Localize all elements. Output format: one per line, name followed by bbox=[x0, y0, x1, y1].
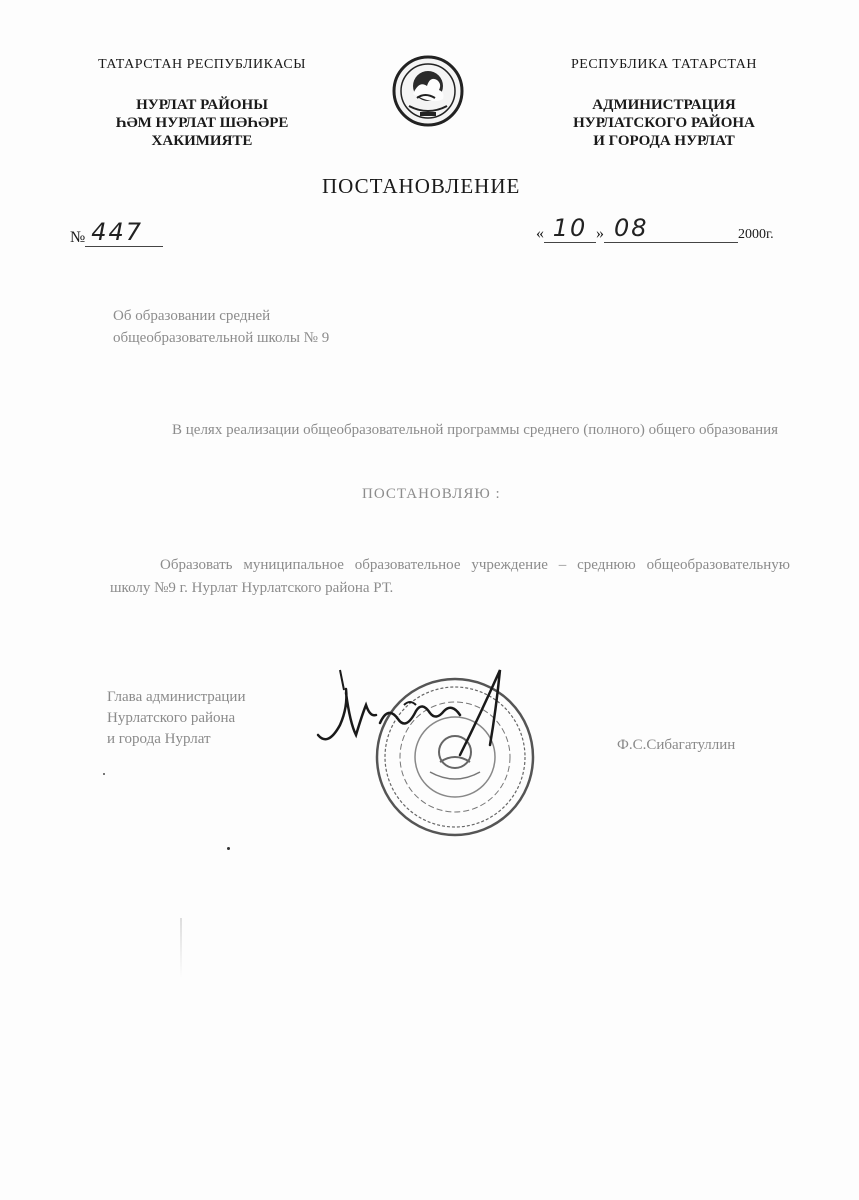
decree-paragraph: Образовать муниципальное образовательное учреждение – среднюю общеобразовательную школу №9 г. Нурлат Нурлатского района РТ. bbox=[110, 557, 790, 596]
header-right-line-1: АДМИНИСТРАЦИЯ bbox=[592, 97, 736, 113]
tatarstan-emblem-icon bbox=[389, 54, 467, 128]
date-year: 2000 bbox=[738, 227, 766, 242]
header-left-republic: ТАТАРСТАН РЕСПУБЛИКАСЫ bbox=[98, 57, 306, 72]
position-line-3: и города Нурлат bbox=[107, 731, 211, 747]
header-left-line-2: ҺӘМ НУРЛАТ ШӘҺӘРЕ bbox=[115, 115, 289, 131]
date-day: 10 bbox=[544, 214, 596, 243]
decree-word: ПОСТАНОВЛЯЮ : bbox=[362, 486, 501, 502]
header-right-line-2: НУРЛАТСКОГО РАЙОНА bbox=[573, 115, 755, 131]
header-left-line-3: ХАКИМИЯТЕ bbox=[151, 133, 253, 149]
handwritten-signature-icon bbox=[310, 665, 520, 765]
date-month: 08 bbox=[604, 214, 738, 243]
signatory-position bbox=[107, 687, 245, 750]
scan-speck bbox=[180, 918, 182, 978]
doc-date-row bbox=[536, 214, 774, 243]
doc-number-value: 447 bbox=[85, 218, 163, 247]
doc-number-row bbox=[70, 218, 163, 247]
doc-title: ПОСТАНОВЛЕНИЕ bbox=[322, 174, 521, 198]
header-left-block bbox=[92, 96, 312, 150]
position-line-1: Глава администрации bbox=[107, 689, 246, 705]
preamble-paragraph: В целях реализации общеобразовательной программы среднего (полного) общего образования bbox=[172, 422, 779, 438]
subject-line-1: Об образовании средней bbox=[113, 308, 271, 324]
date-suffix: г. bbox=[766, 227, 774, 242]
header-right-republic: РЕСПУБЛИКА ТАТАРСТАН bbox=[570, 57, 757, 72]
header-left-line-1: НУРЛАТ РАЙОНЫ bbox=[136, 97, 268, 113]
number-sign: № bbox=[70, 229, 86, 246]
subject-line-2: общеобразовательной школы № 9 bbox=[113, 330, 330, 346]
header-right-line-3: И ГОРОДА НУРЛАТ bbox=[593, 133, 735, 149]
date-close-quote: » bbox=[596, 225, 604, 242]
scan-speck bbox=[103, 773, 105, 775]
header-right-block bbox=[544, 96, 784, 150]
signatory-name: Ф.С.Сибагатуллин bbox=[617, 737, 736, 753]
position-line-2: Нурлатского района bbox=[107, 710, 236, 726]
subject-block bbox=[113, 305, 329, 349]
date-open-quote: « bbox=[536, 225, 544, 242]
scan-speck bbox=[227, 847, 230, 850]
